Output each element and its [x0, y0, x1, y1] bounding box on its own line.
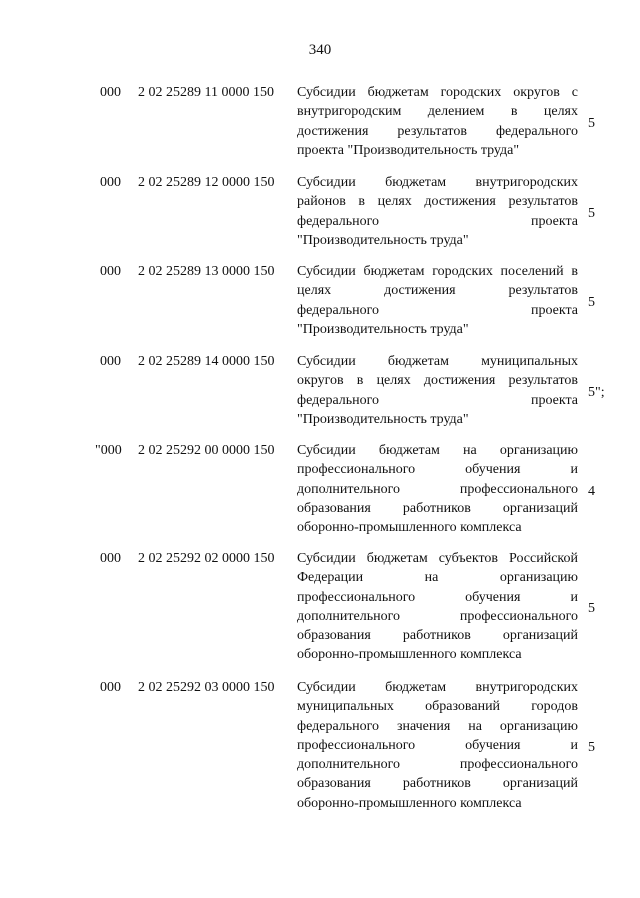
entry-description-line: Субсидии бюджетам муниципальных: [297, 354, 578, 369]
entry-description-line: образования работников организаций: [297, 628, 578, 644]
entry-description-line: округов в целях достижения результатов: [297, 373, 578, 389]
entry-description: [297, 83, 578, 160]
entry-description-line: оборонно-промышленного комплекса: [297, 520, 522, 536]
entry-classification-code: 2 02 25289 11 0000 150: [138, 85, 274, 100]
entry-value: 5: [588, 601, 595, 617]
entry-description-line: проекта "Производительность труда": [297, 142, 520, 158]
entry-admin-code: 000: [100, 175, 121, 190]
entry-description: [297, 678, 578, 813]
entry-classification-code: 2 02 25292 02 0000 150: [138, 551, 275, 566]
entry-description-line: оборонно-промышленного комплекса: [297, 795, 522, 811]
entry-description-line: районов в целях достижения результатов: [297, 194, 578, 210]
entry-classification-code: 2 02 25289 14 0000 150: [138, 354, 275, 369]
entry-description-line: дополнительного профессионального: [297, 481, 578, 497]
entry-description-line: дополнительного профессионального: [297, 608, 578, 624]
entry-description-line: муниципальных образований городов: [297, 699, 578, 715]
entry-description-line: "Производительность труда": [297, 232, 469, 248]
entry-value: 5: [588, 739, 595, 755]
entry-description-line: Субсидии бюджетам субъектов Российской: [297, 551, 578, 566]
entry-description-line: "Производительность труда": [297, 321, 469, 337]
entry-admin-code: 000: [100, 680, 121, 695]
entry-description-line: федерального проекта: [297, 392, 578, 408]
entry-classification-code: 2 02 25289 13 0000 150: [138, 264, 275, 279]
entry-description-line: профессионального обучения и: [297, 462, 578, 478]
entry-description: [297, 549, 578, 665]
entry-classification-code: 2 02 25292 03 0000 150: [138, 680, 275, 695]
entry-description-line: достижения результатов федерального: [297, 123, 578, 139]
entry-admin-code: 000: [100, 85, 121, 100]
entry-description-line: профессионального обучения и: [297, 589, 578, 605]
entry-classification-code: 2 02 25292 00 0000 150: [138, 443, 275, 458]
entry-description-line: внутригородским делением в целях: [297, 104, 578, 120]
entry-description-line: оборонно-промышленного комплекса: [297, 647, 522, 663]
entry-value: 5";: [588, 384, 605, 400]
page-number: 340: [308, 42, 332, 58]
entry-description-line: профессионального обучения и: [297, 737, 578, 753]
entry-description-line: "Производительность труда": [297, 411, 469, 427]
entry-description-line: образования работников организаций: [297, 500, 578, 516]
entry-description-line: Субсидии бюджетам внутригородских: [297, 680, 578, 695]
entry-admin-code: 000: [100, 551, 121, 566]
entry-description-line: Субсидии бюджетам внутригородских: [297, 175, 578, 190]
entry-description: [297, 262, 578, 339]
entry-description-line: целях достижения результатов: [297, 283, 578, 299]
entry-description: [297, 173, 578, 250]
entry-description: [297, 441, 578, 537]
entry-description-line: образования работников организаций: [297, 776, 578, 792]
entry-description-line: дополнительного профессионального: [297, 757, 578, 773]
entry-description-line: Федерации на организацию: [297, 570, 578, 586]
entry-value: 4: [588, 483, 595, 499]
entry-value: 5: [588, 294, 595, 310]
entry-admin-code: "000: [95, 443, 122, 458]
entry-admin-code: 000: [100, 264, 121, 279]
entry-value: 5: [588, 115, 595, 131]
entry-description-line: Субсидии бюджетам городских округов с: [297, 85, 578, 100]
entry-description-line: федерального значения на организацию: [297, 718, 578, 734]
entry-admin-code: 000: [100, 354, 121, 369]
entry-description-line: федерального проекта: [297, 302, 578, 318]
entry-description: [297, 352, 578, 429]
entry-description-line: Субсидии бюджетам городских поселений в: [297, 264, 578, 279]
entry-value: 5: [588, 205, 595, 221]
entry-classification-code: 2 02 25289 12 0000 150: [138, 175, 275, 190]
entry-description-line: Субсидии бюджетам на организацию: [297, 443, 578, 458]
entry-description-line: федерального проекта: [297, 213, 578, 229]
